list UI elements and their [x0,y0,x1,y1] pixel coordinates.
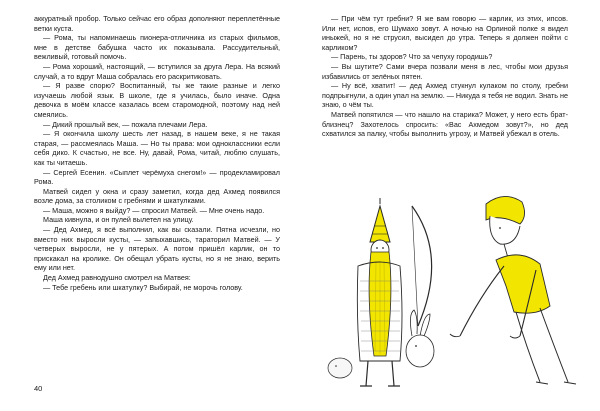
paragraph: — Я окончила школу шесть лет назад, в нашем веке, я не такая старая, — рассмеялась Маша. — Но ты права: мои одноклассники если себя дико. К счастью, не все. Ну, давай, Рома, читай, люблю слушать, как ты читаешь. [34,129,280,167]
paragraph: аккуратный пробор. Только сейчас его образ дополняют переплетённые ветки куста. [34,14,280,33]
paragraph: — Ну всё, хватит! — дед Ахмед стукнул кулаком по столу, гребни подпрыгнули, а один упал на землю. — Никуда я тебя не водил. Знать не знаю, о чём ты. [322,81,568,110]
paragraph: — Рома, ты напоминаешь пионера-отличника из старых фильмов, мне в детстве бабушка часто их показывала. Рассудительный, вежливый, готовый помочь. [34,33,280,62]
paragraph: — Дед Ахмед, я всё выполнил, как вы сказали. Пятна исчезли, но вместо них выросли кусты, — запыхавшись, тараторил Матвей. — У четверых выросли, не у пятерых. А потом пришёл карлик, он то прискакал на кролике. Он обещал убрать кусты, но я не знаю, верить ему или нет. [34,225,280,273]
paragraph: — Тебе гребень или шкатулку? Выбирай, не морочь голову. [43,282,243,292]
paragraph: — Вы шутите? Сами вчера позвали меня в лес, чтобы мои друзья избавились от зелёных пятен. [322,61,568,81]
paragraph: — Рома хороший, настоящий, — вступился за друга Лера. На всякий случай, а то вдруг Маша собралась его раскритиковать. [34,61,280,81]
paragraph: Матвей попятился — что нашло на старика? Может, у него есть брат-близнец? Захотелось спросить: «Вас Ахмедом зовут?», но дед схватился за палку, чтобы выполнить угрозу, и Матвей убежал в отель. [322,109,568,139]
page-number: 40 [34,384,43,393]
illustration-old-man-and-boy [300,186,600,396]
paragraph: Матвей сидел у окна и сразу заметил, когда дед Ахмед появился возле дома, за столиком с гребнями и шкатулками. [34,186,280,206]
paragraph: Маша кивнула, и он пулей вылетел на улицу. [43,215,194,225]
illustration [300,186,600,396]
paragraph: — Я разве спорю? Воспитанный, ты же такие разные и легко изучаешь любой язык. В школе, где я училась, было иначе. Одна девочка в моём классе казалась всем старомодной, поэтому над ней смеялись. [34,81,280,119]
paragraph: — Маша, можно я выйду? — спросил Матвей. — Мне очень надо. [43,205,265,215]
paragraph: — Дикий прошлый век, — пожала плечами Лера. [43,119,208,129]
paragraph: — Парень, ты здоров? Что за чепуху городишь? [331,52,493,62]
boy-figure [450,196,576,384]
old-man-figure [328,198,434,386]
paragraph: — Сергей Есенин. «Сыплет черёмуха снегом!» — продекламировал Рома. [34,167,280,187]
right-page-text [322,14,568,139]
paragraph: Дед Ахмед равнодушно смотрел на Матвея: [43,273,191,283]
left-page-text [34,14,280,292]
paragraph: — При чём тут гребни? Я же вам говорю — карлик, из этих, ипсов. Или нет, испов, его Шумахо зовут. А ночью на Орлиной полке я видел иныжей, но я не струсил, высидел до утра. Теперь я должен пойти с карликом? [322,14,568,52]
